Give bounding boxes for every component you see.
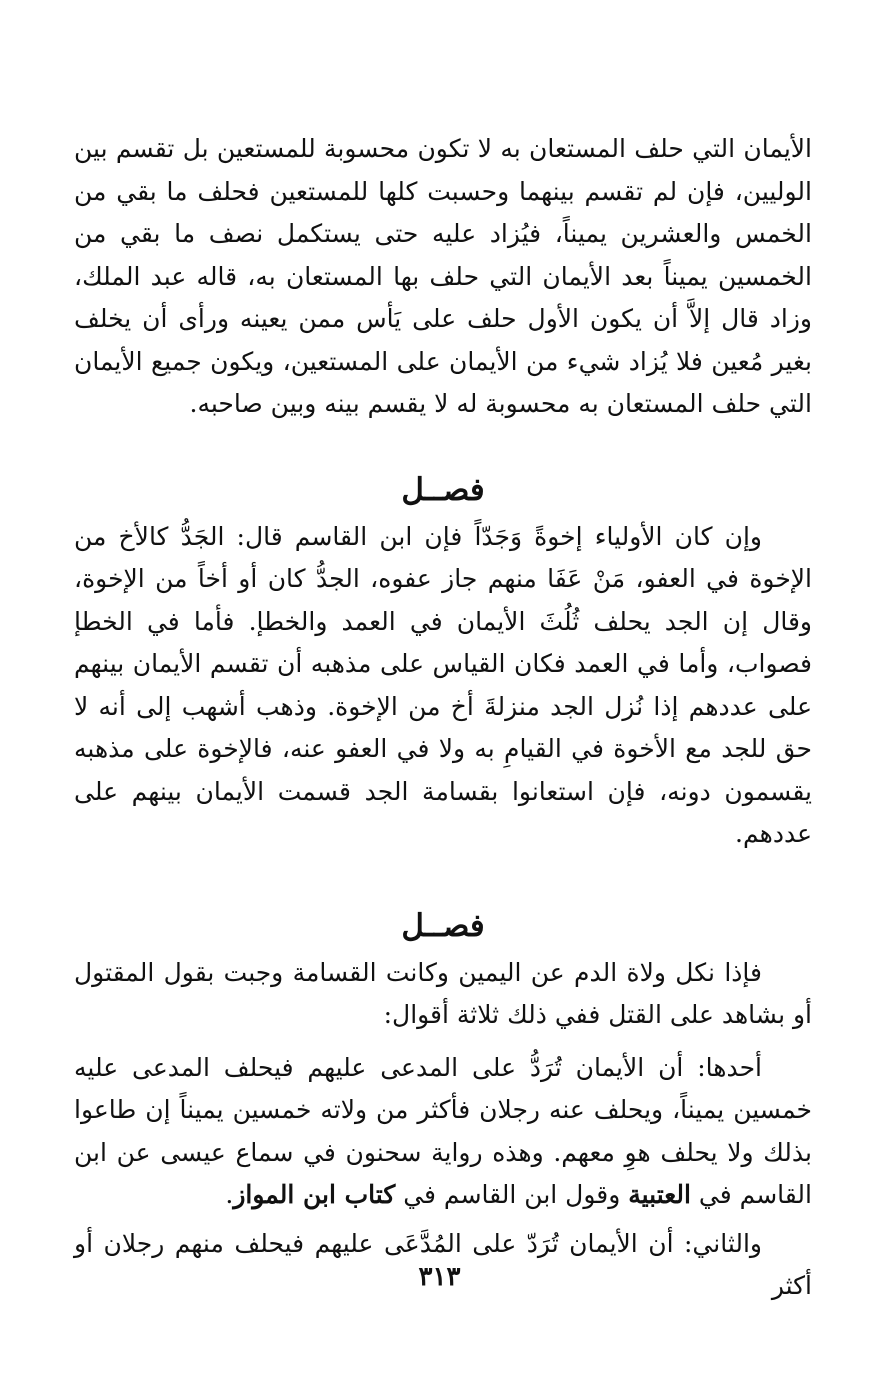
book-title-atabiyya: العتبية [628,1180,691,1209]
page-number: ٣١٣ [418,1262,461,1292]
spacer [74,856,812,900]
paragraph-1: الأيمان التي حلف المستعان به لا تكون محسوبة للمستعين بل تقسم بين الوليين، فإن لم تقسم بينهما وحسبت كلها للمستعين فحلف ما بقي من الخمس والعشرين يميناً، فيُزاد عليه حتى يستكمل نصف ما بقي من الخمسين يميناً بعد الأيمان التي حلف بها المستعان به، قاله عبد الملك، وزاد قال إلاَّ أن يكون الأول حلف على يَأس ممن يعينه ورأى أن يخلف بغير مُعين فلا يُزاد شيء من الأيمان على المستعين، ويكون جميع الأيمان التي حلف المستعان به محسوبة له لا يقسم بينه وبين صاحبه. [74,134,812,418]
paragraph-4 [74,1047,812,1217]
spacer [74,426,812,464]
paragraph-2: وإن كان الأولياء إخوةً وَجَدّاً فإن ابن القاسم قال: الجَدُّ كالأخ من الإخوة في العفو، مَنْ عَفَا منهم جاز عفوه، الجدُّ كان أو أخاً من الإخوة، وقال إن الجد يحلف ثُلُثَ الأيمان في العمد والخطإ. فأما في الخطإ فصواب، وأما في العمد فكان القياس على مذهبه أن تقسم الأيمان بينهم على عددهم إذا نُزل الجد منزلةَ أخ من الإخوة. وذهب أشهب إلى أنه لا حق للجد مع الأخوة في القيامِ به ولا في العفو عنه، فالإخوة على مذهبه يقسمون دونه، فإن استعانوا بقسامة الجد قسمت الأيمان بينهم على عددهم. [74,521,812,848]
paragraph-4-text-after: . [225,1180,234,1209]
section-title-2: فصــل [401,907,485,944]
page-body [74,128,812,1308]
spacer [74,1037,812,1047]
book-title-ibn-al-mawwaz: كتاب ابن المواز [233,1180,396,1209]
paragraph-5: والثاني: أن الأيمان تُرَدّ على المُدَّعَى عليهم فيحلف منهم رجلان أو أكثر [74,1228,812,1300]
section-title-1: فصــل [401,471,485,508]
paragraph-3: فإذا نكل ولاة الدم عن اليمين وكانت القسامة وجبت بقول المقتول أو بشاهد على القتل ففي ذلك ثلاثة أقوال: [74,957,812,1029]
paragraph-4-text-middle: وقول ابن القاسم في [395,1180,629,1209]
paragraph-4-text-before: أحدها: أن الأيمان تُرَدُّ على المدعى عليهم فيحلف المدعى عليه خمسين يميناً، ويحلف عنه رجلان فأكثر من ولاته خمسين يميناً إن طاعوا بذلك ولا يحلف هوِ معهم. وهذه رواية سحنون في سماع عيسى عن ابن القاسم في [74,1052,812,1209]
